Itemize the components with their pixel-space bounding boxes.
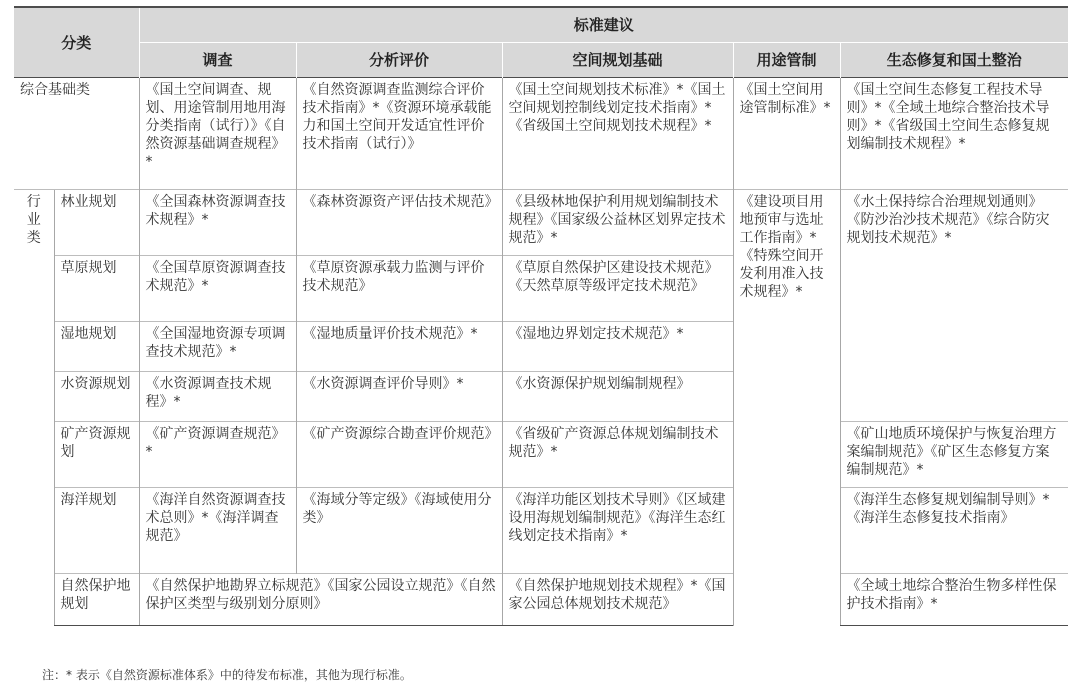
cell-wetland-analysis: 《湿地质量评价技术规范》* (296, 322, 502, 372)
cell-water-analysis: 《水资源调查评价导则》* (296, 372, 502, 422)
cell-protected-area-planning: 《自然保护地规划技术规程》*《国家公园总体规划技术规范》 (502, 574, 733, 626)
cell-protected-area-restoration: 《全域土地综合整治生物多样性保护技术指南》* (840, 574, 1068, 626)
cell-mineral-survey: 《矿产资源调查规范》* (139, 422, 296, 488)
cell-industry-control: 《建设项目用地预审与选址工作指南》*《特殊空间开发利用准入技术规程》* (733, 190, 840, 626)
cell-ocean-restoration: 《海洋生态修复规划编制导则》*《海洋生态修复技术指南》 (840, 488, 1068, 574)
cell-ocean-planning: 《海洋功能区划技术导则》《区域建设用海规划编制规范》《海洋生态红线划定技术指南》* (502, 488, 733, 574)
cell-protected-area-survey-analysis: 《自然保护地勘界立标规范》《国家公园设立规范》《自然保护区类型与级别划分原则》 (139, 574, 502, 626)
cell-ocean-analysis: 《海域分等定级》《海域使用分类》 (296, 488, 502, 574)
cell-mineral-restoration: 《矿山地质环境保护与恢复治理方案编制规范》《矿区生态修复方案编制规范》* (840, 422, 1068, 488)
cell-general-planning: 《国土空间规划技术标准》*《国土空间规划控制线划定技术指南》*《省级国土空间规划技术规程》* (502, 78, 733, 190)
row-label-protected-area: 自然保护地规划 (54, 574, 139, 626)
cell-forestry-analysis: 《森林资源资产评估技术规范》 (296, 190, 502, 256)
header-standard-advice: 标准建议 (139, 7, 1068, 43)
header-category: 分类 (14, 7, 139, 78)
cell-general-analysis: 《自然资源调查监测综合评价技术指南》*《资源环境承载能力和国土空间开发适宜性评价技术指南（试行）》 (296, 78, 502, 190)
row-label-wetland: 湿地规划 (54, 322, 139, 372)
cell-general-control: 《国土空间用途管制标准》* (733, 78, 840, 190)
cell-grassland-survey: 《全国草原资源调查技术规范》* (139, 256, 296, 322)
cell-grassland-analysis: 《草原资源承载力监测与评价技术规范》 (296, 256, 502, 322)
row-label-forestry: 林业规划 (54, 190, 139, 256)
cell-water-survey: 《水资源调查技术规程》* (139, 372, 296, 422)
row-label-ocean: 海洋规划 (54, 488, 139, 574)
header-analysis: 分析评价 (296, 43, 502, 78)
cell-wetland-planning: 《湿地边界划定技术规范》* (502, 322, 733, 372)
standards-table (14, 6, 1068, 626)
header-control: 用途管制 (733, 43, 840, 78)
row-label-mineral: 矿产资源规划 (54, 422, 139, 488)
header-planning: 空间规划基础 (502, 43, 733, 78)
cell-grassland-planning: 《草原自然保护区建设技术规范》《天然草原等级评定技术规范》 (502, 256, 733, 322)
cell-industry-restoration-top: 《水土保持综合治理规划通则》《防沙治沙技术规范》《综合防灾规划技术规范》* (840, 190, 1068, 422)
cell-mineral-analysis: 《矿产资源综合勘查评价规范》 (296, 422, 502, 488)
cell-forestry-survey: 《全国森林资源调查技术规程》* (139, 190, 296, 256)
header-restoration: 生态修复和国土整治 (840, 43, 1068, 78)
cell-ocean-survey: 《海洋自然资源调查技术总则》*《海洋调查规范》 (139, 488, 296, 574)
standards-table-wrapper (14, 6, 1068, 626)
industry-category-label: 行 业 类 (14, 190, 54, 626)
cell-general-restoration: 《国土空间生态修复工程技术导则》*《全域土地综合整治技术导则》*《省级国土空间生态修复规划编制技术规程》* (840, 78, 1068, 190)
row-label-water: 水资源规划 (54, 372, 139, 422)
header-survey: 调查 (139, 43, 296, 78)
cell-general-survey: 《国土空间调查、规划、用途管制用地用海分类指南（试行）》《自然资源基础调查规程》* (139, 78, 296, 190)
cell-water-planning: 《水资源保护规划编制规程》 (502, 372, 733, 422)
row-label-general: 综合基础类 (14, 78, 139, 190)
cell-mineral-planning: 《省级矿产资源总体规划编制技术规范》* (502, 422, 733, 488)
row-label-grassland: 草原规划 (54, 256, 139, 322)
cell-wetland-survey: 《全国湿地资源专项调查技术规范》* (139, 322, 296, 372)
cell-forestry-planning: 《县级林地保护利用规划编制技术规程》《国家级公益林区划界定技术规范》* (502, 190, 733, 256)
footnote: 注：* 表示《自然资源标准体系》中的待发布标准，其他为现行标准。 (42, 668, 412, 682)
